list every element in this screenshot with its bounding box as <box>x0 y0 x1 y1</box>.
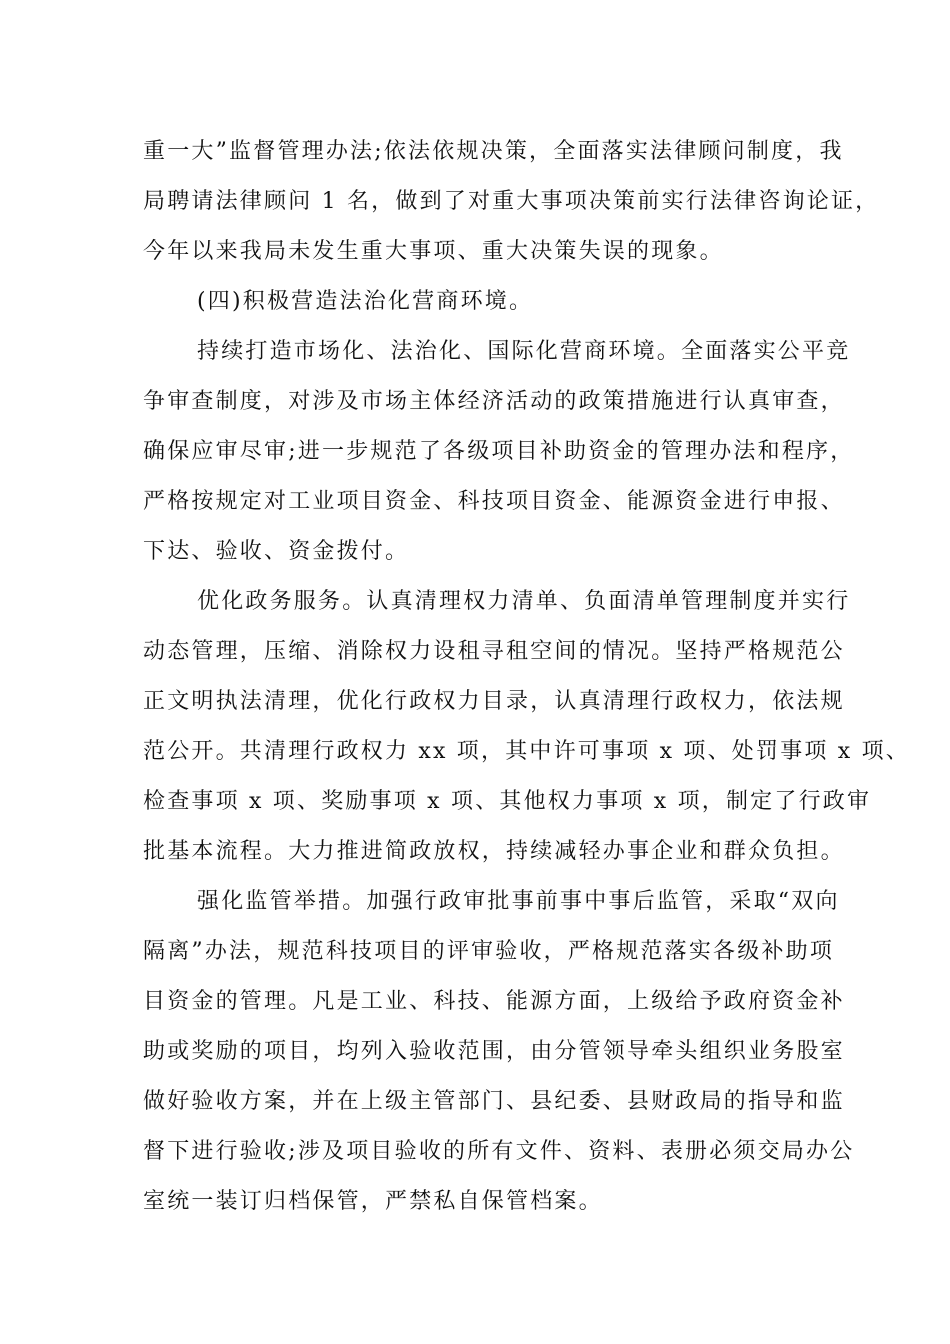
text-line: 隔离”办法，规范科技项目的评审验收，严格规范落实各级补助项 <box>143 939 835 964</box>
text-line: 助或奖励的项目，均列入验收范围，由分管领导牵头组织业务股室 <box>143 1039 845 1064</box>
text-line: 严格按规定对工业项目资金、科技项目资金、能源资金进行申报、 <box>143 489 845 514</box>
text-line: 强化监管举措。加强行政审批事前事中事后监管，采取“双向 <box>197 889 840 914</box>
text-line: 今年以来我局未发生重大事项、重大决策失误的现象。 <box>143 239 724 264</box>
text-line: 优化政务服务。认真清理权力清单、负面清单管理制度并实行 <box>197 589 851 614</box>
text-line: 做好验收方案，并在上级主管部门、县纪委、县财政局的指导和监 <box>143 1089 845 1114</box>
text-line: 室统一装订归档保管，严禁私自保管档案。 <box>143 1189 603 1214</box>
text-line: 局聘请法律顾问 1 名，做到了对重大事项决策前实行法律咨询论证， <box>143 189 880 214</box>
text-line: 检查事项 x 项、奖励事项 x 项、其他权力事项 x 项，制定了行政审 <box>143 789 872 814</box>
text-line: 确保应审尽审;进一步规范了各级项目补助资金的管理办法和程序， <box>143 439 855 464</box>
text-line: 动态管理，压缩、消除权力设租寻租空间的情况。坚持严格规范公 <box>143 639 845 664</box>
text-line: 正文明执法清理，优化行政权力目录，认真清理行政权力，依法规 <box>143 689 845 714</box>
text-line: 争审查制度，对涉及市场主体经济活动的政策措施进行认真审查， <box>143 389 845 414</box>
text-line: 持续打造市场化、法治化、国际化营商环境。全面落实公平竞 <box>197 339 851 364</box>
text-line: 下达、验收、资金拨付。 <box>143 539 410 564</box>
text-line: 督下进行验收;涉及项目验收的所有文件、资料、表册必须交局办公 <box>143 1139 855 1164</box>
section-heading: (四)积极营造法治化营商环境。 <box>197 289 534 314</box>
text-line: 重一大”监督管理办法;依法依规决策，全面落实法律顾问制度，我 <box>143 139 844 164</box>
text-line: 范公开。共清理行政权力 xx 项，其中许可事项 x 项、处罚事项 x 项、 <box>143 739 910 764</box>
text-line: 批基本流程。大力推进简政放权，持续减轻办事企业和群众负担。 <box>143 839 845 864</box>
text-line: 目资金的管理。凡是工业、科技、能源方面，上级给予政府资金补 <box>143 989 845 1014</box>
